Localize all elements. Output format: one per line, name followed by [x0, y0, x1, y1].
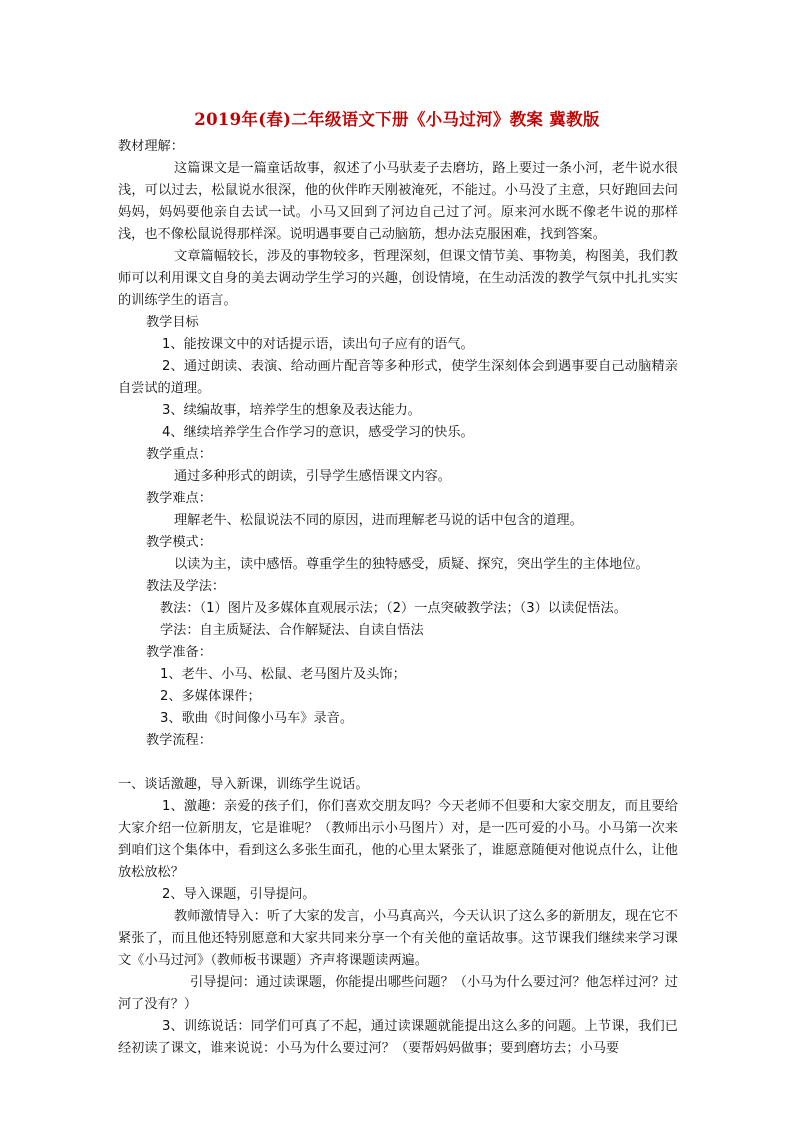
step-1: 1、激趣：亲爱的孩子们，你们喜欢交朋友吗？今天老师不但要和大家交朋友，而且要给大家介绍一位新朋友，它是谁呢？（教师出示小马图片）对，是一匹可爱的小马。小马第一次来到咱们这个集体中，看到这么多张生面孔，他的心里太紧张了，谁愿意随便对他说点什么，让他放松放松？ [118, 799, 678, 880]
material-paragraph-2: 文章篇幅较长，涉及的事物较多，哲理深刻，但课文情节美、事物美，构图美，我们教师可以利用课文自身的美去调动学生学习的兴趣，创设情境，在生动活泼的教学气氛中扎扎实实的训练学生的语言。 [118, 249, 678, 308]
difficulty-text: 理解老牛、松鼠说法不同的原因，进而理解老马说的话中包含的道理。 [174, 513, 583, 528]
step-2-paragraph-2: 引导提问：通过读课题，你能提出哪些问题？（小马为什么要过河？他怎样过河？过河了没有？） [118, 975, 678, 1012]
goal-item: 2、通过朗读、表演、给动画片配音等多种形式，使学生深刻体会到遇事要自己动脑精亲自尝试的道理。 [118, 359, 678, 396]
step-3: 3、训练说话：同学们可真了不起，通过读课题就能提出这么多的问题。上节课，我们已经初读了课文，谁来说说：小马为什么要过河？（要帮妈妈做事；要到磨坊去；小马要 [118, 1019, 678, 1056]
material-heading: 教材理解： [118, 139, 184, 154]
learn-method: 学法：自主质疑法、合作解疑法、自读自悟法 [160, 623, 424, 638]
goal-item: 1、能按课文中的对话提示语，读出句子应有的语气。 [162, 337, 474, 352]
step-2: 2、导入课题，引导提问。 [162, 887, 316, 902]
goal-item: 3、续编故事，培养学生的想象及表达能力。 [162, 403, 421, 418]
mode-heading: 教学模式： [146, 535, 212, 550]
step-2-paragraph-1: 教师激情导入：听了大家的发言，小马真高兴，今天认识了这么多的新朋友，现在它不紧张了，而且他还特别愿意和大家共同来分享一个有关他的童话故事。这节课我们继续来学习课文《小马过河》（教师板书课题）齐声将课题读两遍。 [118, 909, 678, 968]
prep-item: 1、老牛、小马、松鼠、老马图片及头饰； [160, 667, 406, 682]
methods-heading: 教法及学法： [146, 579, 226, 594]
document-body [118, 136, 678, 1060]
focus-heading: 教学重点： [146, 447, 212, 462]
mode-text: 以读为主，读中感悟。尊重学生的独特感受，质疑、探究，突出学生的主体地位。 [174, 557, 649, 572]
material-paragraph-1: 这篇课文是一篇童话故事，叙述了小马驮麦子去磨坊，路上要过一条小河，老牛说水很浅，可以过去，松鼠说水很深，他的伙伴昨天刚被淹死，不能过。小马没了主意，只好跑回去问妈妈，妈妈要他亲自去试一试。小马又回到了河边自己过了河。原来河水既不像老牛说的那样浅，也不像松鼠说得那样深。说明遇事要自己动脑筋，想办法克服困难，找到答案。 [118, 161, 678, 242]
difficulty-heading: 教学难点： [146, 491, 212, 506]
document-title: 2019年(春)二年级语文下册《小马过河》教案 冀教版 [194, 110, 600, 129]
section-heading-1: 一、谈话激趣，导入新课，训练学生说话。 [118, 777, 369, 792]
prep-item: 3、歌曲《时间像小马车》录音。 [160, 711, 354, 726]
focus-text: 通过多种形式的朗读，引导学生感悟课文内容。 [174, 469, 451, 484]
flow-heading: 教学流程： [146, 733, 212, 748]
prep-item: 2、多媒体课件； [160, 689, 261, 704]
goal-item: 4、继续培养学生合作学习的意识，感受学习的快乐。 [162, 425, 474, 440]
prep-heading: 教学准备： [146, 645, 212, 660]
goals-heading: 教学目标 [146, 315, 199, 330]
teach-method: 教法：（1）图片及多媒体直观展示法；（2）一点突破教学法；（3）以读促悟法。 [160, 601, 627, 616]
blank-line [118, 752, 678, 774]
